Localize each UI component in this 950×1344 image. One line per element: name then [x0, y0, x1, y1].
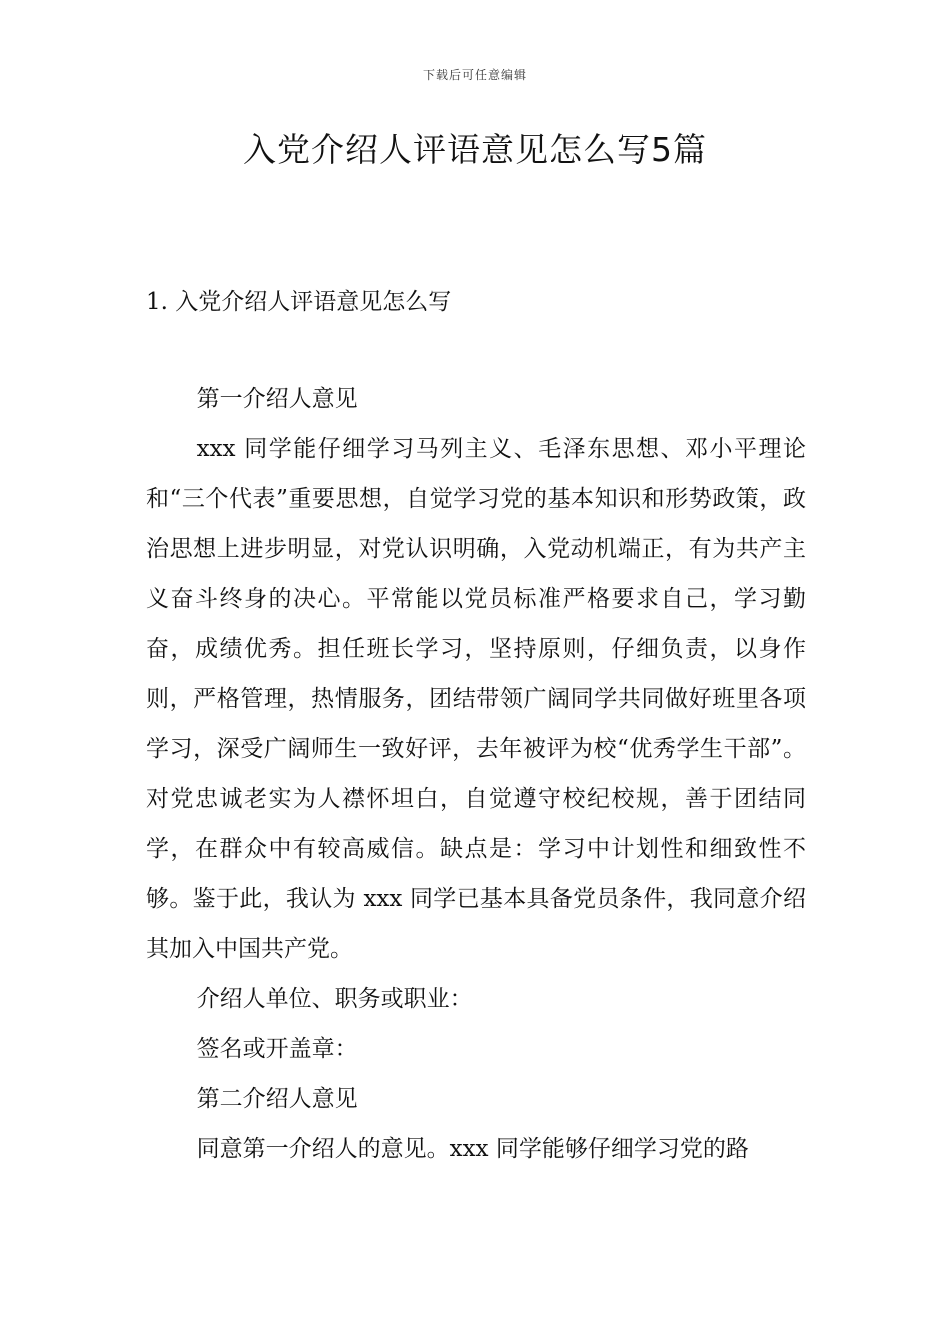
- paragraph-second-introducer-opinion: 同意第一介绍人的意见。xxx 同学能够仔细学习党的路: [196, 1136, 749, 1162]
- field-unit-position: 介绍人单位、职务或职业：: [196, 986, 473, 1012]
- paragraph-first-introducer-opinion: xxx 同学能仔细学习马列主义、毛泽东思想、邓小平理论和“三个代表”重要思想，自觉学习党的基本知识和形势政策，政治思想上进步明显，对党认识明确，入党动机端正，有为共产主义奋斗终身的决心。平常能以党员标准严格要求自己，学习勤奋，成绩优秀。担任班长学习，坚持原则，仔细负责，以身作则，严格管理，热情服务，团结带领广阔同学共同做好班里各项学习，深受广阔师生一致好评，去年被评为校“优秀学生干部”。对党忠诚老实为人襟怀坦白，自觉遵守校纪校规，善于团结同学，在群众中有较高威信。缺点是：学习中计划性和细致性不够。鉴于此，我认为 xxx 同学已基本具备党员条件，我同意介绍其加入中国共产党。: [146, 436, 806, 962]
- document-title: 入党介绍人评语意见怎么写5篇: [243, 130, 707, 169]
- document-body: [146, 374, 806, 1174]
- field-signature: 签名或开盖章：: [196, 1036, 358, 1062]
- subheading-first-introducer: 第一介绍人意见: [196, 386, 358, 412]
- section-heading: 1. 入党介绍人评语意见怎么写: [146, 289, 452, 315]
- subheading-second-introducer: 第二介绍人意见: [196, 1086, 358, 1112]
- header-note: 下载后可任意编辑: [422, 68, 527, 82]
